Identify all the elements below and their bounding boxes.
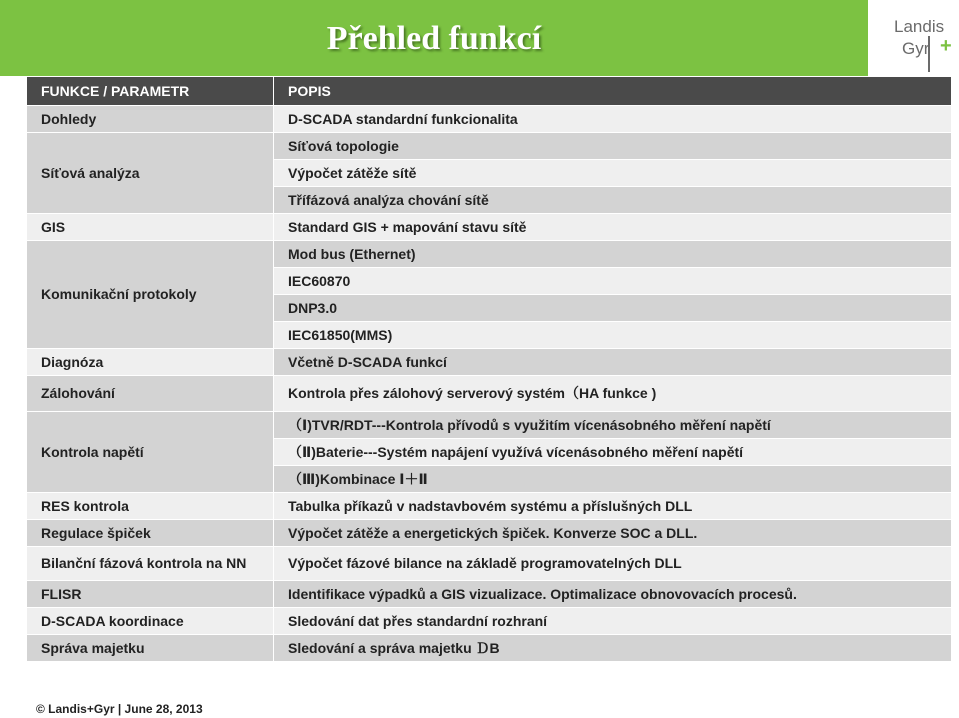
description-cell: Výpočet fázové bilance na základě programovatelných DLL	[274, 547, 952, 581]
description-cell: Třífázová analýza chování sítě	[274, 187, 952, 214]
table-row	[27, 133, 952, 160]
function-cell: Diagnóza	[27, 349, 274, 376]
description-cell: Výpočet zátěže sítě	[274, 160, 952, 187]
function-cell: Zálohování	[27, 376, 274, 412]
table-row	[27, 241, 952, 268]
table-header-row	[27, 77, 952, 106]
description-cell: Identifikace výpadků a GIS vizualizace. Optimalizace obnovovacích procesů.	[274, 581, 952, 608]
functions-table	[26, 76, 951, 662]
description-cell: （Ⅰ)TVR/RDT---Kontrola přívodů s využitím vícenásobného měření napětí	[274, 412, 952, 439]
table-row	[27, 493, 952, 520]
description-cell: IEC60870	[274, 268, 952, 295]
function-cell: Síťová analýza	[27, 133, 274, 214]
function-cell: Kontrola napětí	[27, 412, 274, 493]
description-cell: Standard GIS + mapování stavu sítě	[274, 214, 952, 241]
table-row	[27, 635, 952, 662]
function-cell: Komunikační protokoly	[27, 241, 274, 349]
description-cell: （Ⅱ)Baterie---Systém napájení využívá vícenásobného měření napětí	[274, 439, 952, 466]
description-cell: Mod bus (Ethernet)	[274, 241, 952, 268]
description-cell: Výpočet zátěže a energetických špiček. Konverze SOC a DLL.	[274, 520, 952, 547]
table-row	[27, 214, 952, 241]
function-cell: GIS	[27, 214, 274, 241]
function-cell: D-SCADA koordinace	[27, 608, 274, 635]
table-row	[27, 547, 952, 581]
table-row	[27, 376, 952, 412]
function-cell: Bilanční fázová kontrola na NN	[27, 547, 274, 581]
logo-line2: Gyr	[902, 39, 930, 58]
description-cell: （Ⅲ)Kombinace Ⅰ＋Ⅱ	[274, 466, 952, 493]
table-row	[27, 106, 952, 133]
function-cell: FLISR	[27, 581, 274, 608]
description-cell: Kontrola přes zálohový serverový systém（HA funkce )	[274, 376, 952, 412]
footer-copyright: © Landis+Gyr | June 28, 2013	[36, 702, 203, 716]
column-header-function: FUNKCE / PARAMETR	[27, 77, 274, 106]
function-cell: RES kontrola	[27, 493, 274, 520]
function-cell: Správa majetku	[27, 635, 274, 662]
description-cell: D-SCADA standardní funkcionalita	[274, 106, 952, 133]
table-row	[27, 412, 952, 439]
logo-plus: +	[940, 35, 952, 57]
description-cell: IEC61850(MMS)	[274, 322, 952, 349]
landis-gyr-logo	[894, 18, 956, 74]
table-row	[27, 349, 952, 376]
function-cell: Regulace špiček	[27, 520, 274, 547]
table-row	[27, 608, 952, 635]
table-row	[27, 520, 952, 547]
table-row	[27, 581, 952, 608]
description-cell: Včetně D-SCADA funkcí	[274, 349, 952, 376]
description-cell: Sledování dat přes standardní rozhraní	[274, 608, 952, 635]
description-cell: DNP3.0	[274, 295, 952, 322]
description-cell: Sledování a správa majetku ＤB	[274, 635, 952, 662]
description-cell: Síťová topologie	[274, 133, 952, 160]
description-cell: Tabulka příkazů v nadstavbovém systému a příslušných DLL	[274, 493, 952, 520]
logo-line1: Landis	[894, 17, 945, 36]
page-title: Přehled funkcí	[326, 20, 542, 57]
column-header-description: POPIS	[274, 77, 952, 106]
function-cell: Dohledy	[27, 106, 274, 133]
